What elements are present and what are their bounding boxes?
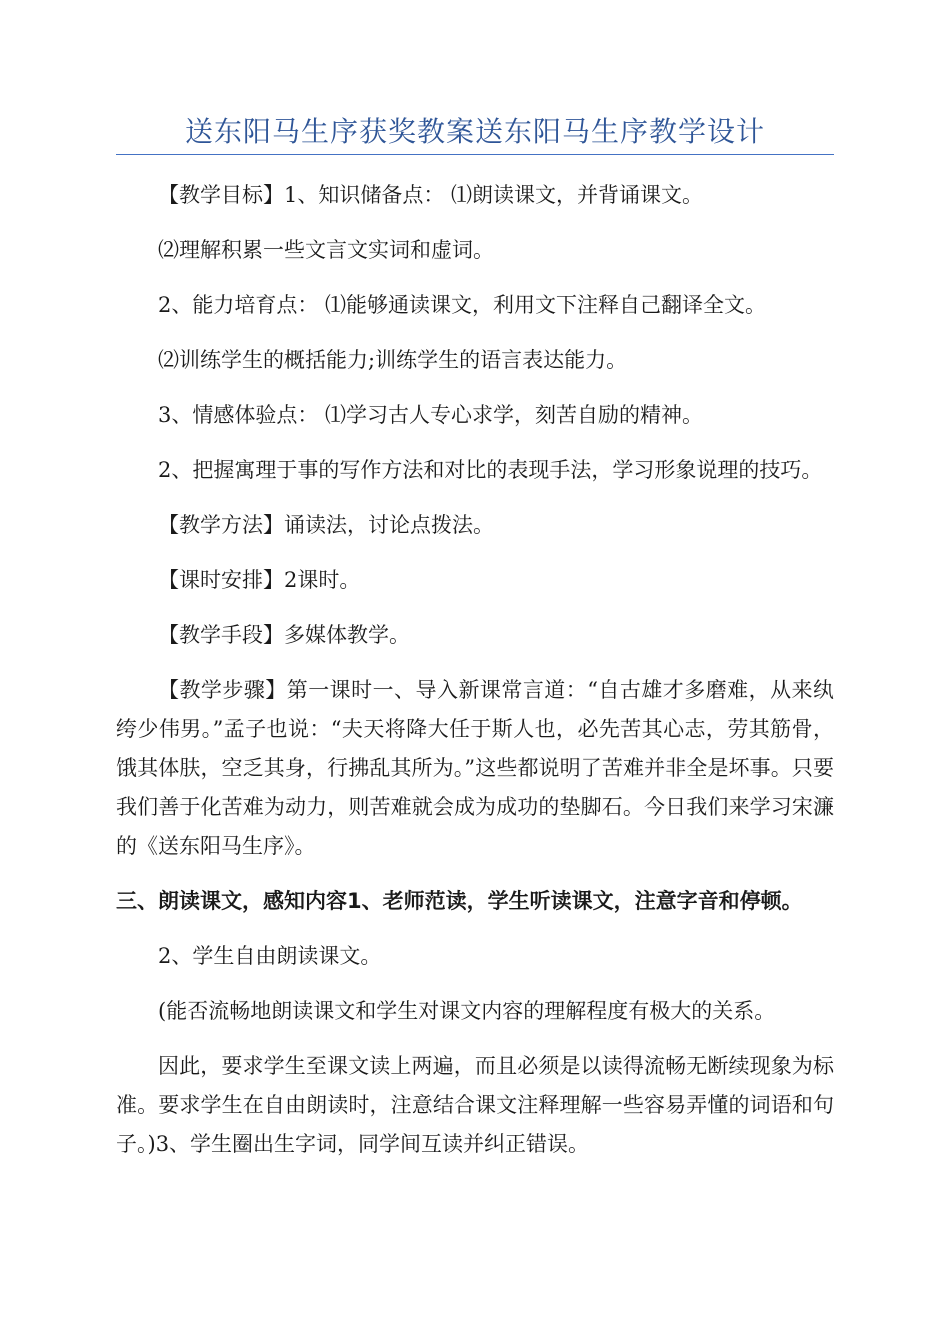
paragraph-free-reading: 2、学生自由朗读课文。: [158, 944, 382, 968]
paragraph-writing-method: 2、把握寓理于事的写作方法和对比的表现手法，学习形象说理的技巧。: [158, 458, 823, 482]
paragraph-teaching-method: 【教学方法】诵读法，讨论点拨法。: [158, 513, 494, 537]
document-title: 送东阳马生序获奖教案送东阳马生序教学设计: [184, 115, 765, 148]
paragraph-goal-vocabulary: ⑵理解积累一些文言文实词和虚词。: [158, 238, 494, 262]
paragraph-class-hours: 【课时安排】2课时。: [158, 568, 361, 592]
heading-reading-section: 三、朗读课文，感知内容1、老师范读，学生听读课文，注意字音和停顿。: [116, 889, 803, 913]
paragraph-ability: 2、能力培育点： ⑴能够通读课文，利用文下注释自己翻译全文。: [158, 293, 767, 317]
paragraph-fluency-note: (能否流畅地朗读课文和学生对课文内容的理解程度有极大的关系。: [158, 999, 776, 1023]
paragraph-teaching-goals: 【教学目标】1、知识储备点： ⑴朗读课文，并背诵课文。: [158, 183, 704, 207]
paragraph-teaching-means: 【教学手段】多媒体教学。: [158, 623, 410, 647]
paragraph-teaching-steps: 【教学步骤】第一课时一、导入新课常言道：“自古雄才多磨难，从来纨绔少伟男。”孟子也说：“夫天将降大任于斯人也，必先苦其心志，劳其筋骨，饿其体肤，空乏其身，行拂乱其所为。”这些都说明了苦难并非全是坏事。只要我们善于化苦难为动力，则苦难就会成为成功的垫脚石。今日我们来学习宋濂的《送东阳马生序》。: [116, 678, 834, 858]
paragraph-emotion: 3、情感体验点： ⑴学习古人专心求学，刻苦自励的精神。: [158, 403, 704, 427]
paragraph-ability-training: ⑵训练学生的概括能力;训练学生的语言表达能力。: [158, 348, 628, 372]
paragraph-reading-requirements: 因此，要求学生至课文读上两遍，而且必须是以读得流畅无断续现象为标准。要求学生在自由朗读时，注意结合课文注释理解一些容易弄懂的词语和句子。)3、学生圈出生字词，同学间互读并纠正错误。: [116, 1054, 834, 1156]
title-underline: [116, 154, 834, 155]
document-body: [116, 176, 834, 1180]
